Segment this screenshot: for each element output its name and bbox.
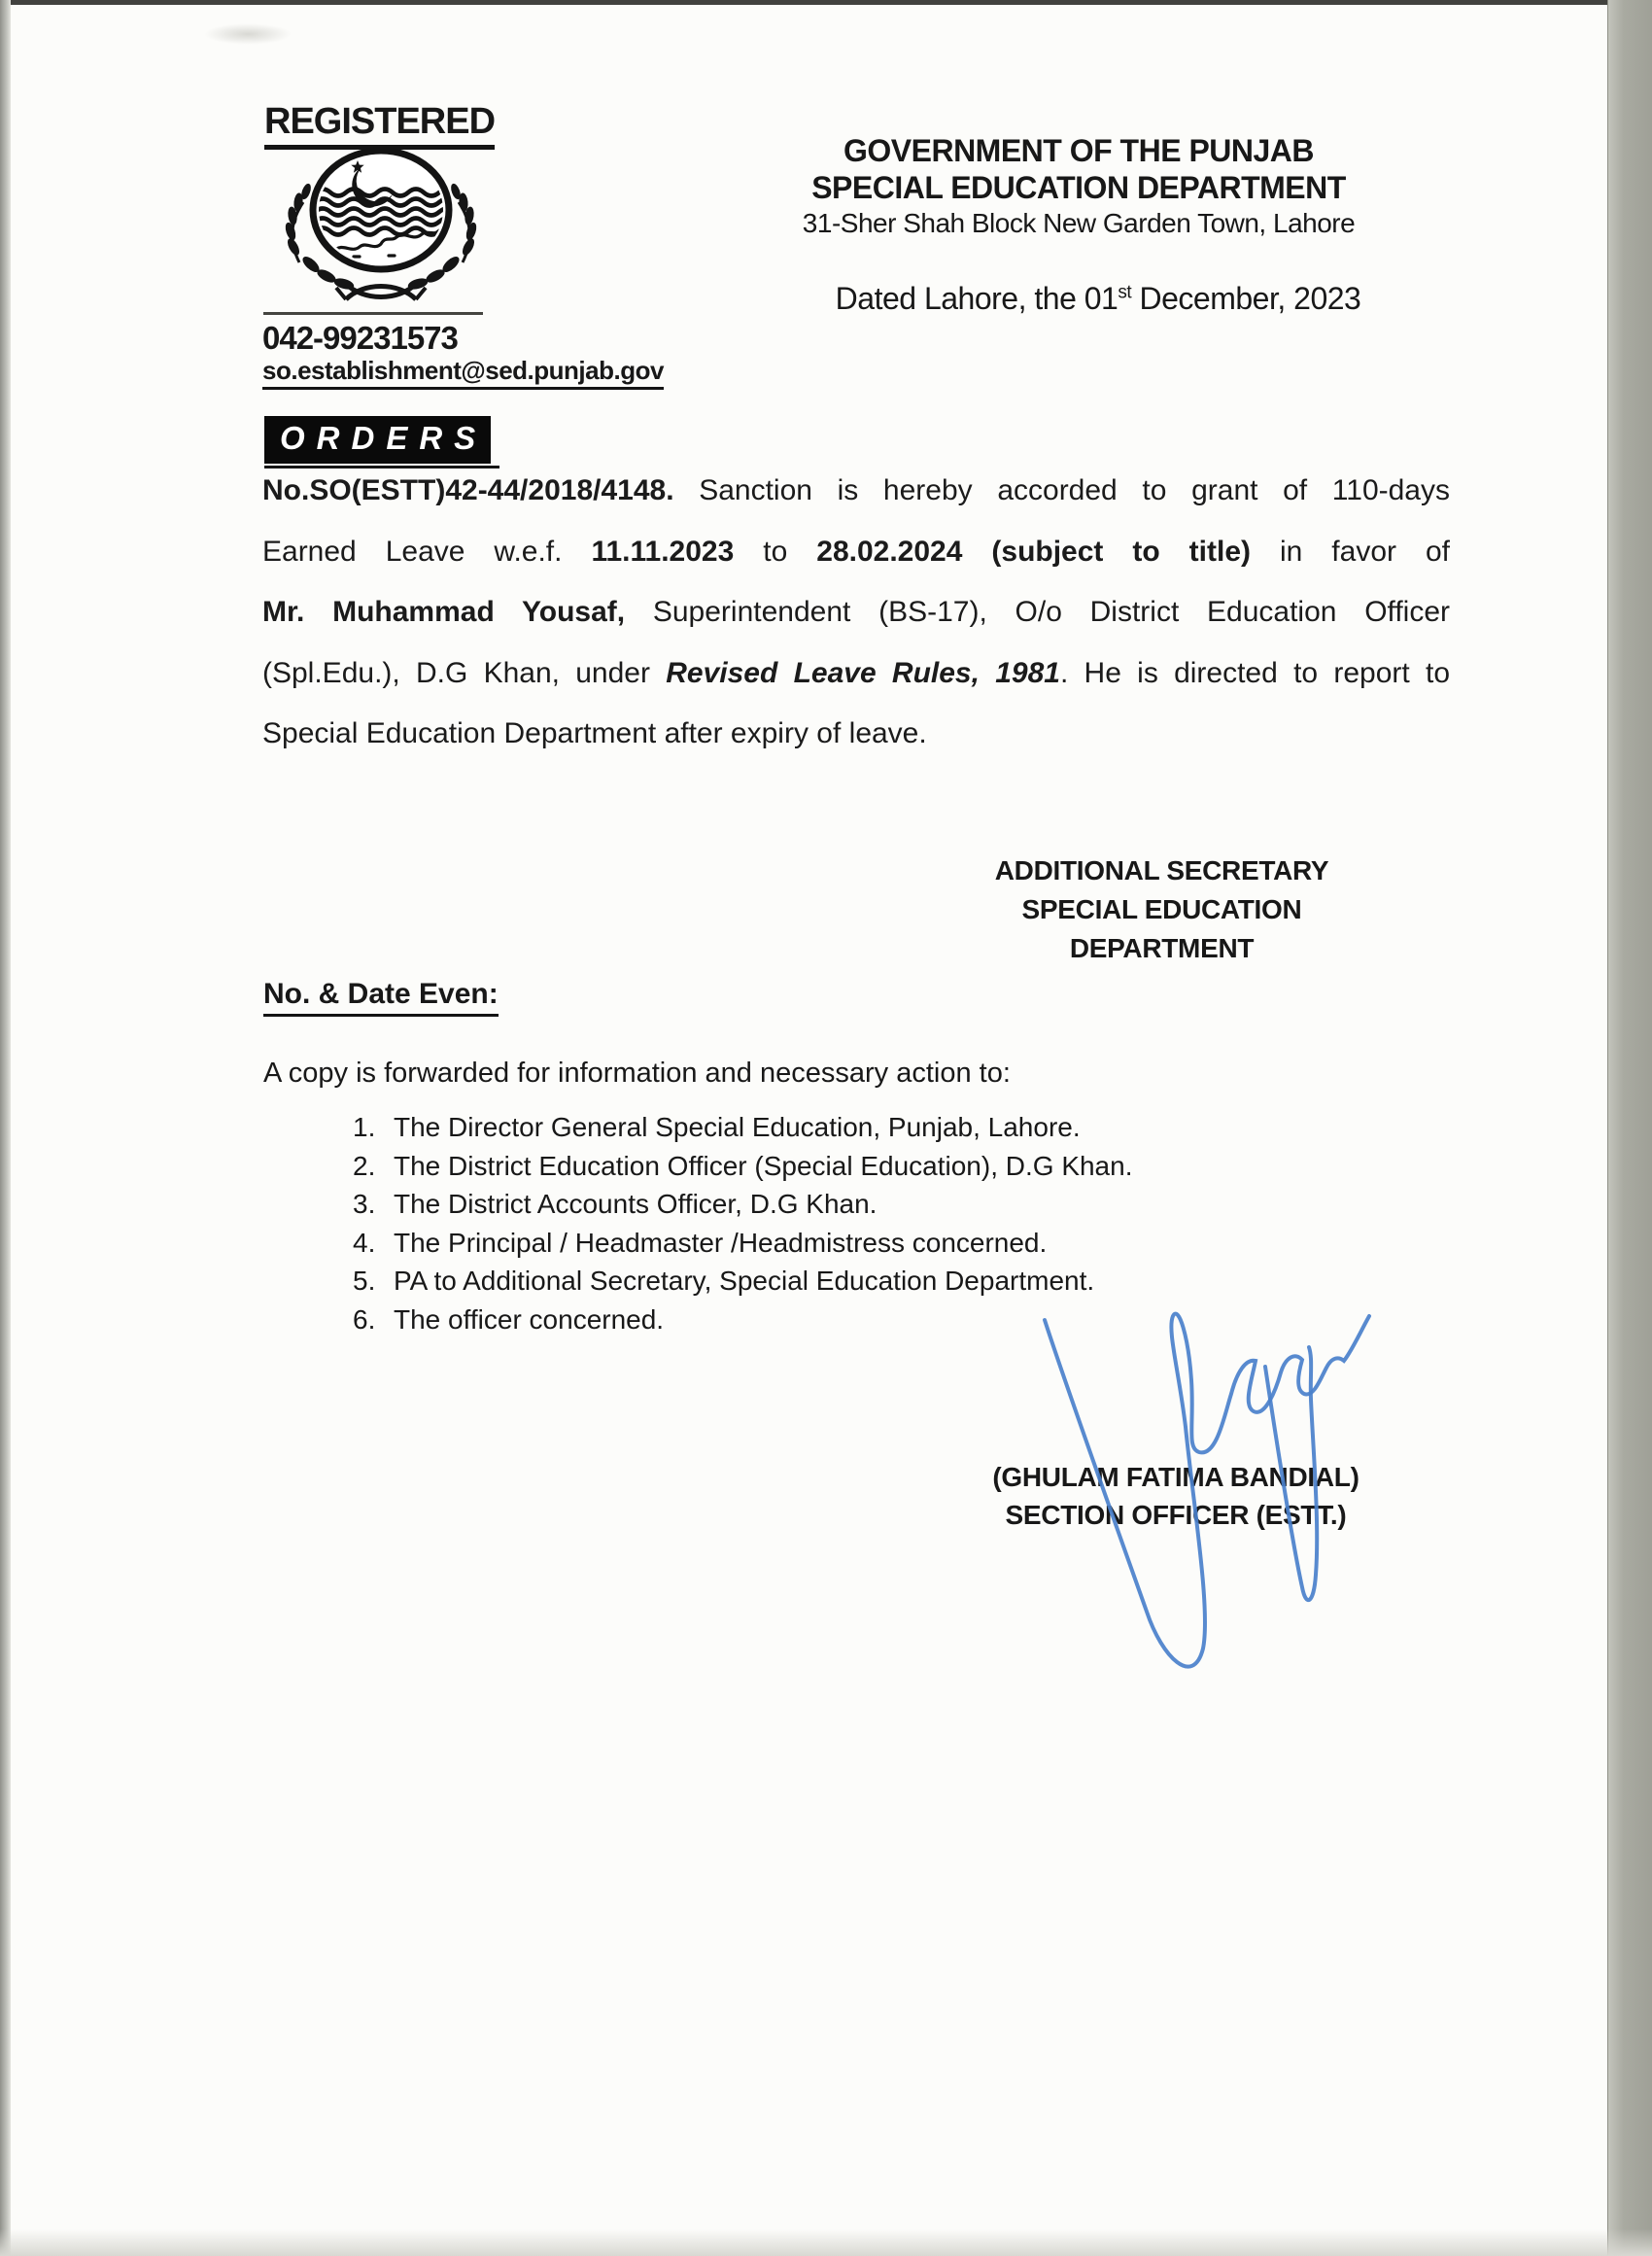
order-text: Special Education Department after expiry of leave. bbox=[262, 717, 927, 749]
order-body-line bbox=[262, 643, 1450, 705]
registered-label: REGISTERED bbox=[264, 101, 495, 150]
date-ordinal: st bbox=[1118, 282, 1132, 303]
order-body-line bbox=[262, 582, 1450, 643]
list-item bbox=[353, 1224, 1132, 1263]
scan-edge-bottom bbox=[0, 2229, 1652, 2256]
list-item-text: The District Education Officer (Special Education), D.G Khan. bbox=[394, 1150, 1133, 1181]
signatory-line: ADDITIONAL SECRETARY bbox=[994, 855, 1329, 885]
orders-heading: ORDERS bbox=[264, 416, 491, 464]
list-item bbox=[353, 1108, 1132, 1147]
scan-edge-top bbox=[0, 0, 1652, 5]
list-item-number: 6. bbox=[353, 1303, 376, 1335]
order-text: in favor of bbox=[1251, 535, 1450, 568]
list-item-text: The Principal / Headmaster /Headmistress concerned. bbox=[394, 1227, 1048, 1258]
officer-name: Mr. Muhammad Yousaf, bbox=[262, 596, 626, 628]
order-text: Sanction is hereby accorded to grant of 110-days bbox=[673, 474, 1450, 506]
signatory-designation-block bbox=[965, 851, 1359, 968]
order-reference-number: No.SO(ESTT)42-44/2018/4148. bbox=[262, 474, 674, 506]
order-body-paragraph bbox=[262, 461, 1450, 765]
list-item bbox=[353, 1301, 1132, 1339]
scan-edge-left bbox=[0, 0, 11, 2256]
punjab-government-crest-icon bbox=[260, 146, 478, 311]
leave-start-date: 11.11.2023 bbox=[591, 535, 735, 568]
list-item-text: The District Accounts Officer, D.G Khan. bbox=[394, 1189, 878, 1219]
list-item bbox=[353, 1147, 1132, 1186]
leave-rules-reference: Revised Leave Rules, 1981 bbox=[666, 656, 1060, 689]
date-text-suffix: December, 2023 bbox=[1131, 281, 1361, 316]
scan-smudge bbox=[204, 23, 292, 45]
scan-edge-right bbox=[1607, 0, 1652, 2256]
list-item-number: 4. bbox=[353, 1227, 376, 1258]
list-item-text: PA to Additional Secretary, Special Education Department. bbox=[394, 1266, 1095, 1296]
list-item bbox=[353, 1185, 1132, 1224]
department-address: 31-Sher Shah Block New Garden Town, Lahore bbox=[802, 208, 1356, 238]
list-item-number: 5. bbox=[353, 1266, 376, 1296]
email-address: so.establishment@sed.punjab.gov bbox=[262, 356, 664, 390]
phone-number: 042-99231573 bbox=[262, 320, 458, 356]
letterhead-block bbox=[785, 132, 1372, 241]
number-date-even-label: No. & Date Even: bbox=[263, 978, 499, 1017]
order-text: Superintendent (BS-17), O/o District Education Officer bbox=[625, 596, 1450, 628]
signatory-line: SPECIAL EDUCATION bbox=[1021, 894, 1302, 924]
leave-end-date: 28.02.2024 (subject to title) bbox=[816, 535, 1251, 568]
distribution-list bbox=[353, 1108, 1132, 1338]
date-text: Dated Lahore, the 01 bbox=[835, 281, 1119, 316]
order-text: to bbox=[734, 535, 817, 568]
department-title: SPECIAL EDUCATION DEPARTMENT bbox=[811, 170, 1346, 205]
list-item-text: The officer concerned. bbox=[394, 1303, 665, 1335]
signer-title: SECTION OFFICER (ESTT.) bbox=[1005, 1500, 1347, 1530]
list-item-number: 3. bbox=[353, 1189, 376, 1219]
date-line bbox=[797, 281, 1399, 317]
copy-forwarded-intro: A copy is forwarded for information and necessary action to: bbox=[263, 1058, 1011, 1089]
signatory-line: DEPARTMENT bbox=[1069, 933, 1255, 963]
order-text: . He is directed to report to bbox=[1059, 656, 1451, 689]
list-item-number: 1. bbox=[353, 1112, 376, 1142]
logo-divider-rule bbox=[263, 312, 483, 315]
order-body-line bbox=[262, 522, 1450, 583]
order-body-line bbox=[262, 461, 1450, 522]
list-item-number: 2. bbox=[353, 1150, 376, 1181]
order-text: (Spl.Edu.), D.G Khan, under bbox=[262, 656, 667, 689]
order-body-line bbox=[262, 704, 1450, 765]
list-item bbox=[353, 1262, 1132, 1301]
order-text: Earned Leave w.e.f. bbox=[262, 535, 592, 568]
government-title: GOVERNMENT OF THE PUNJAB bbox=[843, 133, 1315, 168]
list-item-text: The Director General Special Education, Punjab, Lahore. bbox=[394, 1112, 1081, 1142]
signer-name: (GHULAM FATIMA BANDIAL) bbox=[992, 1462, 1359, 1492]
